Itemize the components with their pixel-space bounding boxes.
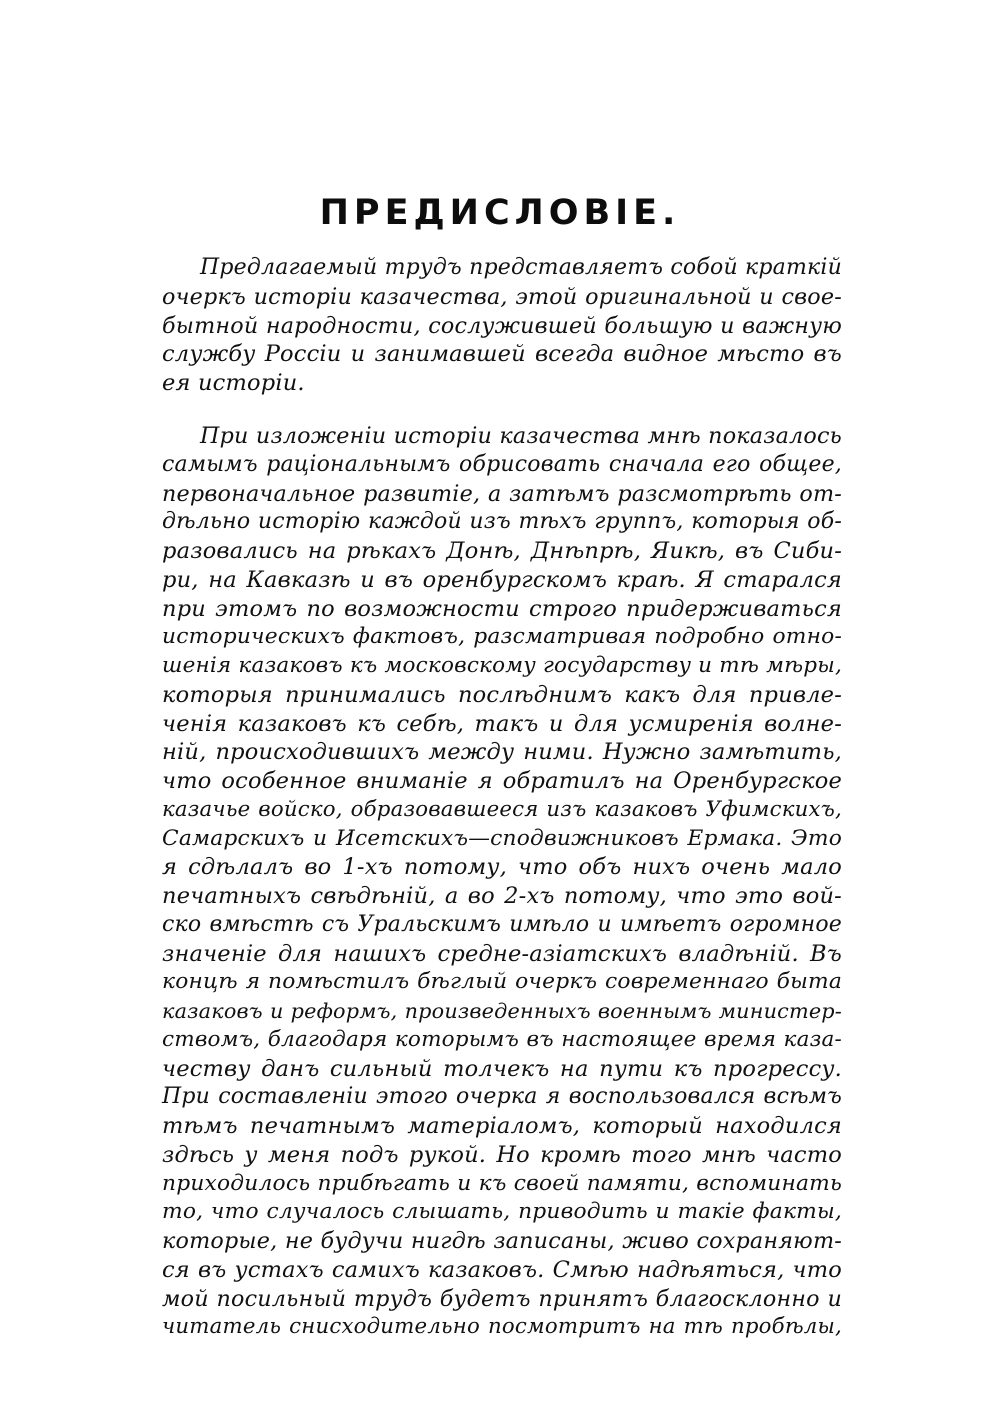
text-line: приходилось прибѣгать и къ своей памяти, вспоминать (162, 1170, 842, 1196)
text-line: печатныхъ свѣдѣній, а во 2-хъ потому, что это вой- (162, 883, 842, 909)
text-line: читатель снисходительно посмотритъ на тѣ пробѣлы, (162, 1314, 842, 1340)
text-line: очеркъ исторіи казачества, этой оригинальной и свое- (162, 283, 842, 310)
text-line: честву данъ сильный толчекъ на пути къ прогрессу. (162, 1055, 842, 1082)
text-line: бытной народности, сослужившей большую и важную (162, 312, 842, 339)
text-line: которыя принимались послѣднимъ какъ для привле- (162, 681, 842, 708)
text-line: ствомъ, благодаря которымъ въ настоящее время каза- (162, 1026, 842, 1052)
page-title: ПРЕДИСЛОВІЕ. (319, 193, 681, 233)
text-line: ри, на Кавказѣ и въ оренбургскомъ краѣ. Я старался (162, 566, 842, 593)
text-line: первоначальное развитіе, а затѣмъ разсмотрѣть от- (162, 480, 842, 507)
text-line: ея исторіи. (162, 370, 305, 396)
text-line: ско вмѣстѣ съ Уральскимъ имѣло и имѣетъ огромное (162, 911, 842, 937)
paragraph-1 (162, 254, 842, 398)
text-line: Самарскихъ и Исетскихъ—сподвижниковъ Ермака. Это (162, 825, 842, 851)
text-line: здѣсь у меня подъ рукой. Но кромѣ того мнѣ часто (162, 1141, 842, 1168)
text-line: казаковъ и реформъ, произведенныхъ военнымъ министер- (162, 999, 842, 1023)
text-line: При составленіи этого очерка я воспользовался всѣмъ (162, 1084, 842, 1110)
paragraph-2 (162, 422, 842, 1342)
text-line: службу Россіи и занимавшей всегда видное мѣсто въ (162, 341, 842, 368)
text-line: Предлагаемый трудъ представляетъ собой краткій (200, 255, 842, 280)
text-line: разовались на рѣкахъ Донѣ, Днѣпрѣ, Яикѣ, въ Сиби- (162, 538, 842, 564)
text-line: ній, происходившихъ между ними. Нужно замѣтить, (162, 739, 842, 766)
text-line: мой посильный трудъ будетъ принятъ благосклонно и (162, 1285, 842, 1312)
text-line: то, что случалось слышать, приводить и такіе факты, (162, 1199, 842, 1225)
text-line: при этомъ по возможности строго придерживаться (162, 595, 842, 622)
text-line: При изложеніи исторіи казачества мнѣ показалось (200, 423, 842, 449)
text-line: историческихъ фактовъ, разсматривая подробно отно- (162, 624, 842, 650)
text-line: ся въ устахъ самихъ казаковъ. Смѣю надѣяться, что (162, 1256, 842, 1283)
text-line: дѣльно исторію каждой изъ тѣхъ группъ, которыя об- (162, 509, 842, 535)
text-line: значеніе для нашихъ средне-азіатскихъ владѣній. Въ (162, 940, 842, 967)
text-line: которые, не будучи нигдѣ записаны, живо сохраняют- (162, 1228, 842, 1254)
text-line: я сдѣлалъ во 1-хъ потому, что объ нихъ очень мало (162, 854, 842, 881)
text-line: ченія казаковъ къ себѣ, такъ и для усмиренія волне- (162, 710, 842, 737)
text-line: казачье войско, образовавшееся изъ казаковъ Уфимскихъ, (162, 796, 842, 822)
text-line: тѣмъ печатнымъ матеріаломъ, который находился (162, 1113, 842, 1139)
text-line: шенія казаковъ къ московскому государству и тѣ мѣры, (162, 653, 842, 678)
text-line: самымъ раціональнымъ обрисовать сначала его общее, (162, 451, 842, 477)
text-line: что особенное вниманіе я обратилъ на Оренбургское (162, 768, 842, 794)
text-line: концѣ я помѣстилъ бѣглый очеркъ современнаго быта (162, 969, 842, 995)
